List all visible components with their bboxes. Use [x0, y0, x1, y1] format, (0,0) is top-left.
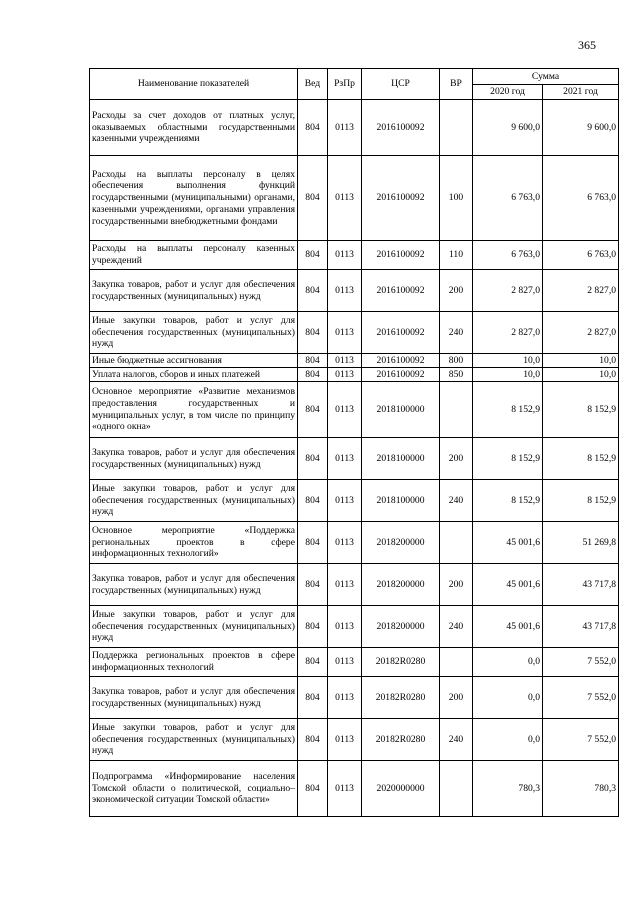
- row-vr-cell: [440, 100, 473, 156]
- row-ved-cell: 804: [298, 354, 328, 368]
- row-csr-cell: 2016100092: [362, 156, 440, 241]
- row-name-cell: Закупка товаров, работ и услуг для обеспечения государственных (муниципальных) нужд: [90, 270, 298, 312]
- table-row: [90, 761, 619, 817]
- row-amount-2020-cell: 10,0: [473, 354, 543, 368]
- row-amount-2021-cell: 7 552,0: [543, 648, 619, 677]
- row-vr-cell: 200: [440, 438, 473, 480]
- row-csr-cell: 20182R0280: [362, 648, 440, 677]
- row-csr-cell: 2016100092: [362, 312, 440, 354]
- row-vr-cell: 200: [440, 677, 473, 719]
- row-amount-2020-cell: 10,0: [473, 368, 543, 382]
- header-sum: Сумма: [473, 69, 619, 85]
- row-amount-2020-cell: 0,0: [473, 719, 543, 761]
- table-row: [90, 564, 619, 606]
- header-rzpr: РзПр: [328, 69, 362, 100]
- row-name-cell: Закупка товаров, работ и услуг для обеспечения государственных (муниципальных) нужд: [90, 564, 298, 606]
- table-row: [90, 438, 619, 480]
- row-csr-cell: 2016100092: [362, 100, 440, 156]
- row-csr-cell: 2016100092: [362, 354, 440, 368]
- row-vr-cell: 110: [440, 241, 473, 270]
- row-name-cell: Закупка товаров, работ и услуг для обеспечения государственных (муниципальных) нужд: [90, 677, 298, 719]
- table-row: [90, 312, 619, 354]
- row-rzpr-cell: 0113: [328, 312, 362, 354]
- row-csr-cell: 2018200000: [362, 522, 440, 564]
- row-rzpr-cell: 0113: [328, 270, 362, 312]
- row-amount-2021-cell: 6 763,0: [543, 241, 619, 270]
- row-ved-cell: 804: [298, 382, 328, 438]
- row-name-cell: Закупка товаров, работ и услуг для обеспечения государственных (муниципальных) нужд: [90, 438, 298, 480]
- row-amount-2021-cell: 7 552,0: [543, 719, 619, 761]
- row-name-cell: Расходы на выплаты персоналу казенных учреждений: [90, 241, 298, 270]
- row-rzpr-cell: 0113: [328, 648, 362, 677]
- row-csr-cell: 2020000000: [362, 761, 440, 817]
- row-rzpr-cell: 0113: [328, 606, 362, 648]
- table-row: [90, 241, 619, 270]
- table-row: [90, 270, 619, 312]
- row-amount-2020-cell: 780,3: [473, 761, 543, 817]
- row-rzpr-cell: 0113: [328, 480, 362, 522]
- row-name-cell: Иные закупки товаров, работ и услуг для обеспечения государственных (муниципальных) нужд: [90, 312, 298, 354]
- row-vr-cell: 240: [440, 719, 473, 761]
- row-name-cell: Поддержка региональных проектов в сфере информационных технологий: [90, 648, 298, 677]
- row-amount-2020-cell: 0,0: [473, 677, 543, 719]
- row-rzpr-cell: 0113: [328, 156, 362, 241]
- row-vr-cell: 240: [440, 606, 473, 648]
- row-vr-cell: 200: [440, 270, 473, 312]
- row-vr-cell: 800: [440, 354, 473, 368]
- row-csr-cell: 2018200000: [362, 606, 440, 648]
- header-ved: Вед: [298, 69, 328, 100]
- row-ved-cell: 804: [298, 522, 328, 564]
- row-amount-2021-cell: 2 827,0: [543, 270, 619, 312]
- row-vr-cell: 240: [440, 480, 473, 522]
- row-amount-2020-cell: 6 763,0: [473, 156, 543, 241]
- row-amount-2020-cell: 8 152,9: [473, 382, 543, 438]
- row-ved-cell: 804: [298, 761, 328, 817]
- row-rzpr-cell: 0113: [328, 677, 362, 719]
- row-rzpr-cell: 0113: [328, 382, 362, 438]
- row-amount-2021-cell: 6 763,0: [543, 156, 619, 241]
- row-amount-2021-cell: 51 269,8: [543, 522, 619, 564]
- budget-table: [89, 68, 619, 817]
- row-ved-cell: 804: [298, 156, 328, 241]
- row-ved-cell: 804: [298, 438, 328, 480]
- row-amount-2020-cell: 9 600,0: [473, 100, 543, 156]
- table-row: [90, 100, 619, 156]
- row-rzpr-cell: 0113: [328, 241, 362, 270]
- row-name-cell: Уплата налогов, сборов и иных платежей: [90, 368, 298, 382]
- row-name-cell: Основное мероприятие «Развитие механизмов предоставления государственных и муниципальных услуг, в том числе по принципу «одного окна»: [90, 382, 298, 438]
- row-amount-2021-cell: 10,0: [543, 368, 619, 382]
- row-ved-cell: 804: [298, 270, 328, 312]
- table-row: [90, 677, 619, 719]
- row-amount-2021-cell: 2 827,0: [543, 312, 619, 354]
- row-amount-2020-cell: 8 152,9: [473, 438, 543, 480]
- table-row: [90, 648, 619, 677]
- table-row: [90, 480, 619, 522]
- row-ved-cell: 804: [298, 100, 328, 156]
- row-csr-cell: 2018200000: [362, 564, 440, 606]
- row-amount-2021-cell: 10,0: [543, 354, 619, 368]
- row-csr-cell: 20182R0280: [362, 677, 440, 719]
- row-amount-2021-cell: 7 552,0: [543, 677, 619, 719]
- header-csr: ЦСР: [362, 69, 440, 100]
- row-name-cell: Иные закупки товаров, работ и услуг для обеспечения государственных (муниципальных) нужд: [90, 719, 298, 761]
- row-amount-2020-cell: 45 001,6: [473, 606, 543, 648]
- row-csr-cell: 2016100092: [362, 368, 440, 382]
- row-rzpr-cell: 0113: [328, 522, 362, 564]
- table-row: [90, 156, 619, 241]
- row-vr-cell: [440, 648, 473, 677]
- row-name-cell: Иные закупки товаров, работ и услуг для обеспечения государственных (муниципальных) нужд: [90, 480, 298, 522]
- row-ved-cell: 804: [298, 606, 328, 648]
- row-amount-2021-cell: 8 152,9: [543, 382, 619, 438]
- row-rzpr-cell: 0113: [328, 354, 362, 368]
- row-ved-cell: 804: [298, 677, 328, 719]
- row-name-cell: Расходы за счет доходов от платных услуг, оказываемых областными государственными казенными учреждениями: [90, 100, 298, 156]
- row-csr-cell: 2018100000: [362, 438, 440, 480]
- row-rzpr-cell: 0113: [328, 761, 362, 817]
- row-vr-cell: 100: [440, 156, 473, 241]
- row-vr-cell: 240: [440, 312, 473, 354]
- row-amount-2021-cell: 9 600,0: [543, 100, 619, 156]
- table-row: [90, 354, 619, 368]
- row-csr-cell: 2018100000: [362, 480, 440, 522]
- row-ved-cell: 804: [298, 480, 328, 522]
- row-ved-cell: 804: [298, 312, 328, 354]
- header-name: Наименование показателей: [90, 69, 298, 100]
- row-amount-2021-cell: 780,3: [543, 761, 619, 817]
- row-amount-2021-cell: 8 152,9: [543, 480, 619, 522]
- row-amount-2020-cell: 2 827,0: [473, 270, 543, 312]
- row-vr-cell: 850: [440, 368, 473, 382]
- row-rzpr-cell: 0113: [328, 100, 362, 156]
- row-amount-2020-cell: 45 001,6: [473, 522, 543, 564]
- table-row: [90, 368, 619, 382]
- row-amount-2020-cell: 6 763,0: [473, 241, 543, 270]
- row-csr-cell: 2016100092: [362, 241, 440, 270]
- row-rzpr-cell: 0113: [328, 719, 362, 761]
- row-amount-2021-cell: 43 717,8: [543, 564, 619, 606]
- page-number: 365: [578, 38, 596, 52]
- row-csr-cell: 2016100092: [362, 270, 440, 312]
- row-amount-2020-cell: 2 827,0: [473, 312, 543, 354]
- row-name-cell: Иные закупки товаров, работ и услуг для обеспечения государственных (муниципальных) нужд: [90, 606, 298, 648]
- row-csr-cell: 2018100000: [362, 382, 440, 438]
- row-ved-cell: 804: [298, 719, 328, 761]
- table-row: [90, 606, 619, 648]
- row-ved-cell: 804: [298, 564, 328, 606]
- row-amount-2020-cell: 45 001,6: [473, 564, 543, 606]
- row-amount-2020-cell: 0,0: [473, 648, 543, 677]
- row-amount-2021-cell: 43 717,8: [543, 606, 619, 648]
- row-rzpr-cell: 0113: [328, 368, 362, 382]
- row-name-cell: Основное мероприятие «Поддержка региональных проектов в сфере информационных технологий»: [90, 522, 298, 564]
- table-row: [90, 522, 619, 564]
- row-vr-cell: 200: [440, 564, 473, 606]
- row-name-cell: Подпрограмма «Информирование населения Томской области о политической, социально–экономической ситуации Томской области»: [90, 761, 298, 817]
- row-name-cell: Расходы на выплаты персоналу в целях обеспечения выполнения функций государственными (муниципальными) органами, казенными учреждениями, органами управления государственными внебюджетными фондами: [90, 156, 298, 241]
- table-row: [90, 719, 619, 761]
- header-vr: ВР: [440, 69, 473, 100]
- row-csr-cell: 20182R0280: [362, 719, 440, 761]
- row-rzpr-cell: 0113: [328, 564, 362, 606]
- header-year-2020: 2020 год: [473, 85, 543, 100]
- row-vr-cell: [440, 382, 473, 438]
- row-rzpr-cell: 0113: [328, 438, 362, 480]
- row-ved-cell: 804: [298, 368, 328, 382]
- header-year-2021: 2021 год: [543, 85, 619, 100]
- row-name-cell: Иные бюджетные ассигнования: [90, 354, 298, 368]
- row-ved-cell: 804: [298, 648, 328, 677]
- table-row: [90, 382, 619, 438]
- row-ved-cell: 804: [298, 241, 328, 270]
- row-vr-cell: [440, 761, 473, 817]
- row-vr-cell: [440, 522, 473, 564]
- row-amount-2020-cell: 8 152,9: [473, 480, 543, 522]
- row-amount-2021-cell: 8 152,9: [543, 438, 619, 480]
